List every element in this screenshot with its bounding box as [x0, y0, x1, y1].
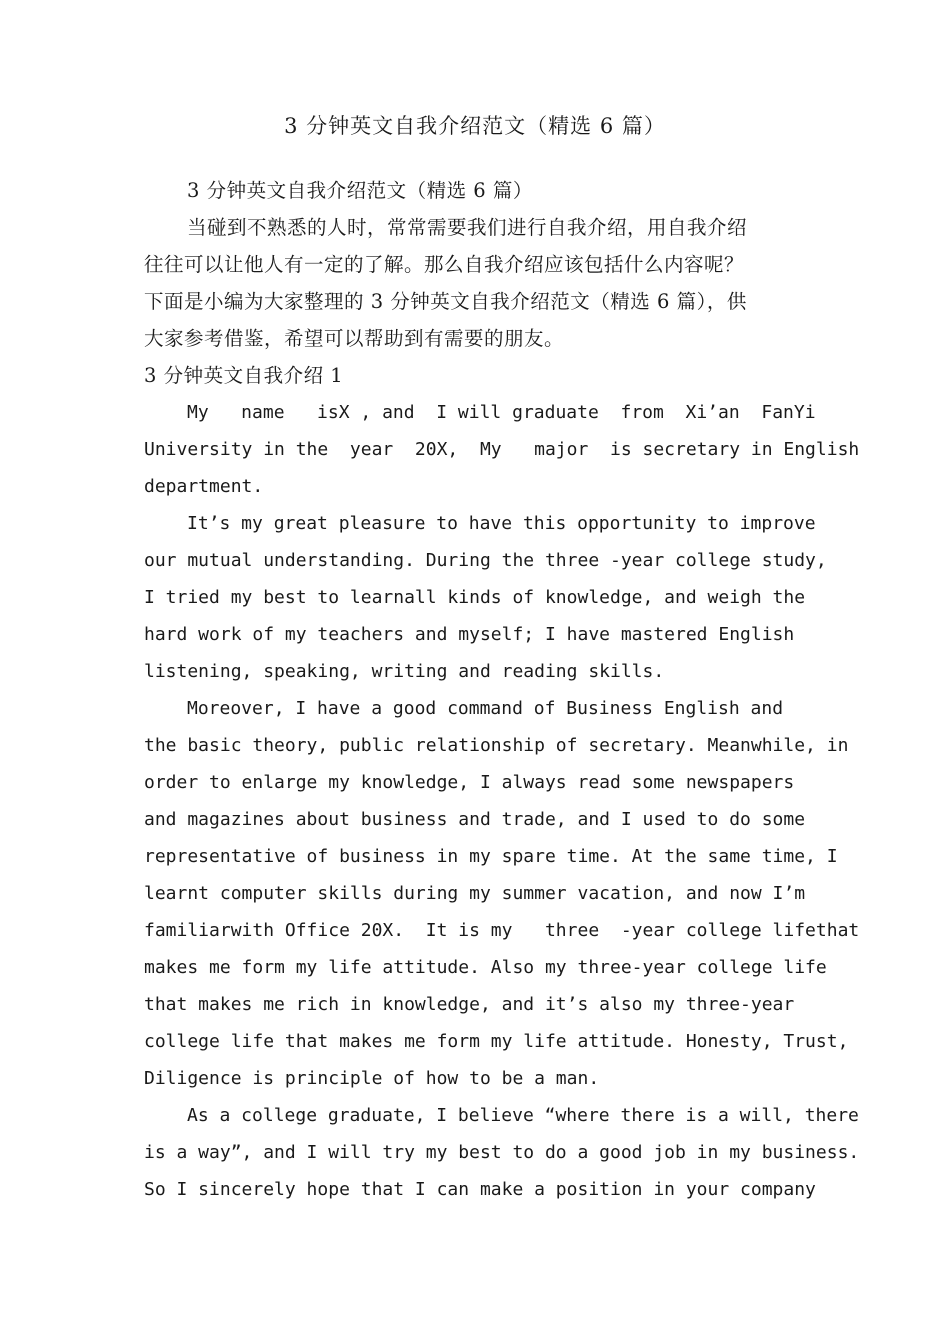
- document-title: 3 分钟英文自我介绍范文（精选 6 篇）: [284, 114, 666, 138]
- paragraph-line: I tried my best to learnall kinds of knowledge, and weigh the: [144, 587, 806, 608]
- paragraph-line: listening, speaking, writing and reading skills.: [144, 661, 665, 682]
- paragraph-line: order to enlarge my knowledge, I always read some newspapers: [144, 772, 795, 793]
- intro-line: 下面是小编为大家整理的 3 分钟英文自我介绍范文（精选 6 篇），供: [144, 290, 747, 313]
- paragraph-line: So I sincerely hope that I can make a position in your company: [144, 1179, 816, 1200]
- paragraph-line: Diligence is principle of how to be a man.: [144, 1068, 600, 1089]
- intro-line: 当碰到不熟悉的人时，常常需要我们进行自我介绍，用自我介绍: [187, 216, 748, 239]
- paragraph-line: My name isX , and I will graduate from Xi’an FanYi: [187, 402, 816, 423]
- paragraph-line: hard work of my teachers and myself; I have mastered English: [144, 624, 795, 645]
- paragraph-line: As a college graduate, I believe “where there is a will, there: [187, 1105, 859, 1126]
- paragraph-line: representative of business in my spare time. At the same time, I: [144, 846, 838, 867]
- paragraph-line: that makes me rich in knowledge, and it’s also my three-year: [144, 994, 795, 1015]
- paragraph-line: is a way”, and I will try my best to do a good job in my business.: [144, 1142, 860, 1163]
- paragraph-line: learnt computer skills during my summer vacation, and now I’m: [144, 883, 806, 904]
- paragraph-line: Moreover, I have a good command of Business English and: [187, 698, 784, 719]
- section-heading: 3 分钟英文自我介绍 1: [144, 364, 344, 387]
- paragraph-line: makes me form my life attitude. Also my three-year college life: [144, 957, 827, 978]
- paragraph-line: and magazines about business and trade, and I used to do some: [144, 809, 806, 830]
- paragraph-line: It’s my great pleasure to have this opportunity to improve: [187, 513, 816, 534]
- paragraph-line: familiarwith Office 20X. It is my three -year college lifethat: [144, 920, 860, 941]
- paragraph-line: department.: [144, 476, 264, 497]
- paragraph-line: college life that makes me form my life attitude. Honesty, Trust,: [144, 1031, 849, 1052]
- paragraph-line: University in the year 20X, My major is secretary in English: [144, 439, 860, 460]
- intro-line: 往往可以让他人有一定的了解。那么自我介绍应该包括什么内容呢？: [144, 253, 745, 276]
- intro-line: 大家参考借鉴，希望可以帮助到有需要的朋友。: [144, 327, 565, 350]
- document-subtitle: 3 分钟英文自我介绍范文（精选 6 篇）: [187, 179, 533, 202]
- paragraph-line: our mutual understanding. During the three -year college study,: [144, 550, 827, 571]
- paragraph-line: the basic theory, public relationship of secretary. Meanwhile, in: [144, 735, 849, 756]
